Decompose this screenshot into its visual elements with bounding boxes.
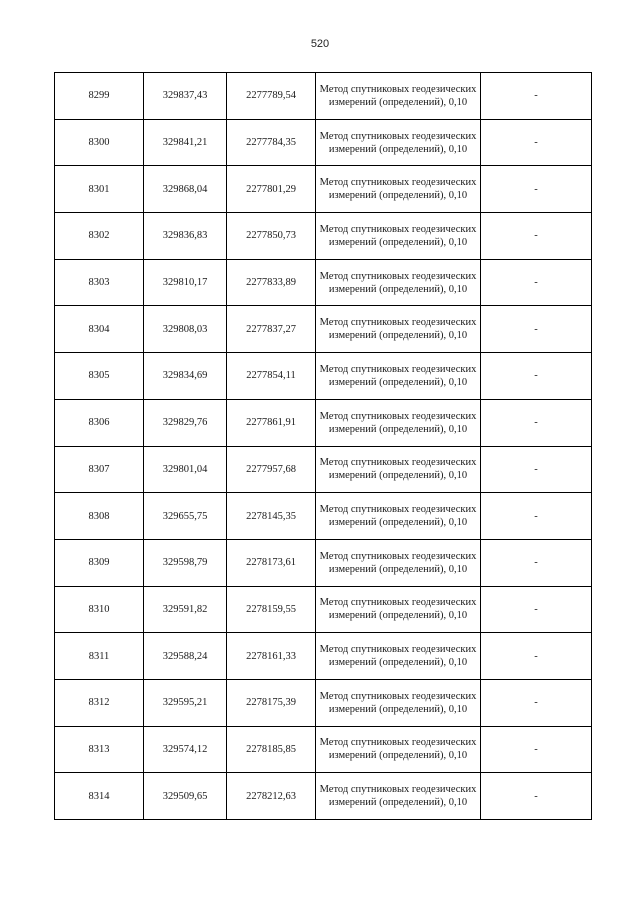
y-coordinate-cell: 2277957,68 <box>227 446 316 493</box>
method-cell: Метод спутниковых геодезических измерений (определений), 0,10 <box>316 539 481 586</box>
method-cell: Метод спутниковых геодезических измерений (определений), 0,10 <box>316 446 481 493</box>
x-coordinate-cell: 329598,79 <box>144 539 227 586</box>
x-coordinate-cell: 329837,43 <box>144 73 227 120</box>
table-row <box>55 633 592 680</box>
y-coordinate-cell: 2278145,35 <box>227 493 316 540</box>
table-row <box>55 259 592 306</box>
method-cell: Метод спутниковых геодезических измерений (определений), 0,10 <box>316 399 481 446</box>
point-number-cell: 8299 <box>55 73 144 120</box>
y-coordinate-cell: 2277784,35 <box>227 119 316 166</box>
point-number-cell: 8311 <box>55 633 144 680</box>
y-coordinate-cell: 2278161,33 <box>227 633 316 680</box>
point-number-cell: 8301 <box>55 166 144 213</box>
y-coordinate-cell: 2278212,63 <box>227 773 316 820</box>
note-cell: - <box>481 539 592 586</box>
table-row <box>55 493 592 540</box>
method-cell: Метод спутниковых геодезических измерений (определений), 0,10 <box>316 586 481 633</box>
method-cell: Метод спутниковых геодезических измерений (определений), 0,10 <box>316 119 481 166</box>
point-number-cell: 8302 <box>55 213 144 260</box>
point-number-cell: 8307 <box>55 446 144 493</box>
point-number-cell: 8310 <box>55 586 144 633</box>
point-number-cell: 8312 <box>55 679 144 726</box>
method-cell: Метод спутниковых геодезических измерений (определений), 0,10 <box>316 679 481 726</box>
x-coordinate-cell: 329574,12 <box>144 726 227 773</box>
note-cell: - <box>481 446 592 493</box>
y-coordinate-cell: 2277833,89 <box>227 259 316 306</box>
x-coordinate-cell: 329829,76 <box>144 399 227 446</box>
method-cell: Метод спутниковых геодезических измерений (определений), 0,10 <box>316 353 481 400</box>
method-cell: Метод спутниковых геодезических измерений (определений), 0,10 <box>316 726 481 773</box>
page-number: 520 <box>310 38 330 50</box>
x-coordinate-cell: 329591,82 <box>144 586 227 633</box>
point-number-cell: 8303 <box>55 259 144 306</box>
point-number-cell: 8309 <box>55 539 144 586</box>
note-cell: - <box>481 633 592 680</box>
method-cell: Метод спутниковых геодезических измерений (определений), 0,10 <box>316 493 481 540</box>
y-coordinate-cell: 2277850,73 <box>227 213 316 260</box>
y-coordinate-cell: 2278185,85 <box>227 726 316 773</box>
x-coordinate-cell: 329801,04 <box>144 446 227 493</box>
x-coordinate-cell: 329588,24 <box>144 633 227 680</box>
point-number-cell: 8304 <box>55 306 144 353</box>
y-coordinate-cell: 2277789,54 <box>227 73 316 120</box>
note-cell: - <box>481 773 592 820</box>
point-number-cell: 8314 <box>55 773 144 820</box>
table-row <box>55 773 592 820</box>
table-row <box>55 306 592 353</box>
y-coordinate-cell: 2278159,55 <box>227 586 316 633</box>
table-row <box>55 119 592 166</box>
table-row <box>55 539 592 586</box>
y-coordinate-cell: 2278173,61 <box>227 539 316 586</box>
note-cell: - <box>481 726 592 773</box>
x-coordinate-cell: 329655,75 <box>144 493 227 540</box>
point-number-cell: 8300 <box>55 119 144 166</box>
y-coordinate-cell: 2278175,39 <box>227 679 316 726</box>
table-row <box>55 353 592 400</box>
note-cell: - <box>481 213 592 260</box>
table-row <box>55 166 592 213</box>
point-number-cell: 8305 <box>55 353 144 400</box>
table-row <box>55 73 592 120</box>
x-coordinate-cell: 329509,65 <box>144 773 227 820</box>
x-coordinate-cell: 329834,69 <box>144 353 227 400</box>
y-coordinate-cell: 2277801,29 <box>227 166 316 213</box>
note-cell: - <box>481 306 592 353</box>
y-coordinate-cell: 2277854,11 <box>227 353 316 400</box>
point-number-cell: 8313 <box>55 726 144 773</box>
x-coordinate-cell: 329836,83 <box>144 213 227 260</box>
note-cell: - <box>481 586 592 633</box>
table-row <box>55 399 592 446</box>
x-coordinate-cell: 329868,04 <box>144 166 227 213</box>
y-coordinate-cell: 2277861,91 <box>227 399 316 446</box>
method-cell: Метод спутниковых геодезических измерений (определений), 0,10 <box>316 166 481 213</box>
coordinates-table <box>54 72 592 820</box>
point-number-cell: 8306 <box>55 399 144 446</box>
note-cell: - <box>481 166 592 213</box>
x-coordinate-cell: 329808,03 <box>144 306 227 353</box>
coordinates-table-body <box>55 73 592 820</box>
table-row <box>55 679 592 726</box>
method-cell: Метод спутниковых геодезических измерений (определений), 0,10 <box>316 213 481 260</box>
x-coordinate-cell: 329595,21 <box>144 679 227 726</box>
table-row <box>55 213 592 260</box>
table-row <box>55 586 592 633</box>
note-cell: - <box>481 399 592 446</box>
note-cell: - <box>481 493 592 540</box>
note-cell: - <box>481 259 592 306</box>
method-cell: Метод спутниковых геодезических измерений (определений), 0,10 <box>316 633 481 680</box>
y-coordinate-cell: 2277837,27 <box>227 306 316 353</box>
note-cell: - <box>481 73 592 120</box>
method-cell: Метод спутниковых геодезических измерений (определений), 0,10 <box>316 306 481 353</box>
note-cell: - <box>481 119 592 166</box>
method-cell: Метод спутниковых геодезических измерений (определений), 0,10 <box>316 259 481 306</box>
method-cell: Метод спутниковых геодезических измерений (определений), 0,10 <box>316 73 481 120</box>
method-cell: Метод спутниковых геодезических измерений (определений), 0,10 <box>316 773 481 820</box>
x-coordinate-cell: 329841,21 <box>144 119 227 166</box>
point-number-cell: 8308 <box>55 493 144 540</box>
x-coordinate-cell: 329810,17 <box>144 259 227 306</box>
table-row <box>55 446 592 493</box>
table-row <box>55 726 592 773</box>
note-cell: - <box>481 353 592 400</box>
note-cell: - <box>481 679 592 726</box>
